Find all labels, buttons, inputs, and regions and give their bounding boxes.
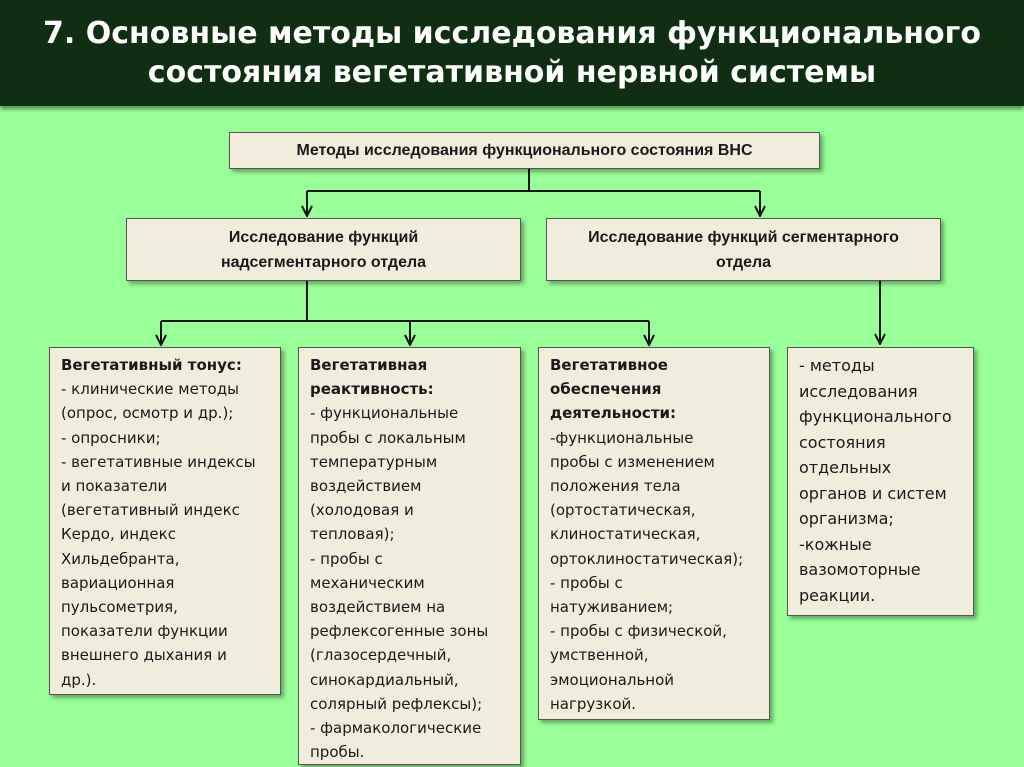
- leaf-line: организма;: [799, 509, 894, 528]
- leaf-line: показатели функции: [61, 622, 228, 641]
- leaf-heading: деятельности:: [550, 404, 677, 423]
- leaf-line: пробы с изменением: [550, 452, 715, 471]
- leaf-heading: Вегетативный тонус:: [61, 356, 242, 374]
- leaf-line: состояния: [799, 432, 886, 452]
- leaf-line: - опросники;: [61, 428, 161, 447]
- page-title-line-2: состояния вегетативной нервной системы: [147, 55, 877, 90]
- leaf-line: функционального: [799, 407, 952, 426]
- leaf-line: др.).: [61, 670, 97, 689]
- leaf-line: внешнего дыхания и: [61, 646, 227, 665]
- leaf-line: синокардиальный,: [310, 670, 459, 689]
- leaf-line: эмоциональной: [550, 670, 675, 689]
- suprasegmental-label-line-1: Исследование функций: [228, 228, 419, 246]
- leaf-line: - пробы с физической,: [550, 622, 727, 641]
- leaf-line: -функциональные: [550, 428, 694, 447]
- leaf-line: рефлексогенные зоны: [310, 622, 489, 641]
- leaf-heading: обеспечения: [550, 380, 662, 399]
- suprasegmental-box: [126, 218, 521, 281]
- leaf-line: - клинические методы: [61, 380, 239, 399]
- suprasegmental-label-line-2: надсегментарного отдела: [220, 253, 427, 271]
- leaf-line: - фармакологические: [310, 719, 482, 738]
- leaf-line: нагрузкой.: [550, 694, 637, 713]
- page-title-line-1: 7. Основные методы исследования функционального: [43, 16, 981, 51]
- leaf-line: и показатели: [61, 477, 168, 496]
- leaf-line: пульсометрия,: [61, 598, 178, 617]
- leaf-line: солярный рефлексы);: [310, 694, 483, 713]
- vegetative-activity-box: [538, 347, 770, 720]
- leaf-line: температурным: [310, 452, 438, 471]
- leaf-line: тепловая);: [310, 525, 395, 544]
- leaf-line: реакции.: [799, 585, 876, 605]
- leaf-line: пробы с локальным: [310, 428, 466, 447]
- leaf-line: (вегетативный индекс: [61, 501, 240, 520]
- leaf-line: натуживанием;: [550, 598, 674, 617]
- leaf-line: (опрос, осмотр и др.);: [61, 404, 234, 423]
- leaf-heading: Вегетативная: [310, 356, 428, 374]
- segmental-label-line-2: отдела: [715, 253, 772, 271]
- leaf-line: вариационная: [61, 573, 175, 592]
- leaf-line: (глазосердечный,: [310, 646, 452, 665]
- leaf-line: вазомоторные: [799, 560, 921, 579]
- leaf-line: -кожные: [799, 534, 872, 554]
- leaf-line: пробы.: [310, 743, 365, 762]
- leaf-line: - методы: [799, 356, 875, 375]
- leaf-line: Кердо, индекс: [61, 525, 176, 544]
- leaf-line: (ортостатическая,: [550, 501, 696, 520]
- leaf-line: клиностатическая,: [550, 525, 701, 544]
- segmental-box: [546, 218, 941, 281]
- leaf-line: положения тела: [550, 477, 681, 496]
- leaf-line: - функциональные: [310, 404, 459, 423]
- leaf-line: умственной,: [550, 646, 649, 665]
- leaf-line: воздействием на: [310, 598, 446, 617]
- leaf-line: воздействием: [310, 477, 422, 496]
- leaf-line: - пробы с: [310, 549, 383, 568]
- root-box: [229, 132, 820, 169]
- segmental-label-line-1: Исследование функций сегментарного: [588, 228, 899, 246]
- leaf-line: исследования: [799, 381, 918, 401]
- leaf-line: органов и систем: [799, 483, 947, 503]
- vegetative-reactivity-box: [298, 347, 521, 765]
- leaf-line: - вегетативные индексы: [61, 452, 256, 471]
- leaf-line: ортоклиностатическая);: [550, 549, 744, 568]
- leaf-line: - пробы с: [550, 573, 623, 592]
- leaf-line: Хильдебранта,: [61, 549, 180, 568]
- leaf-heading: Вегетативное: [550, 356, 668, 374]
- leaf-line: (холодовая и: [310, 501, 414, 520]
- leaf-line: отдельных: [799, 458, 892, 477]
- vegetative-tone-box: [49, 347, 281, 695]
- leaf-heading: реактивность:: [310, 380, 434, 399]
- leaf-line: механическим: [310, 573, 425, 592]
- organ-systems-box: [787, 347, 974, 616]
- root-label: Методы исследования функционального состояния ВНС: [296, 142, 753, 159]
